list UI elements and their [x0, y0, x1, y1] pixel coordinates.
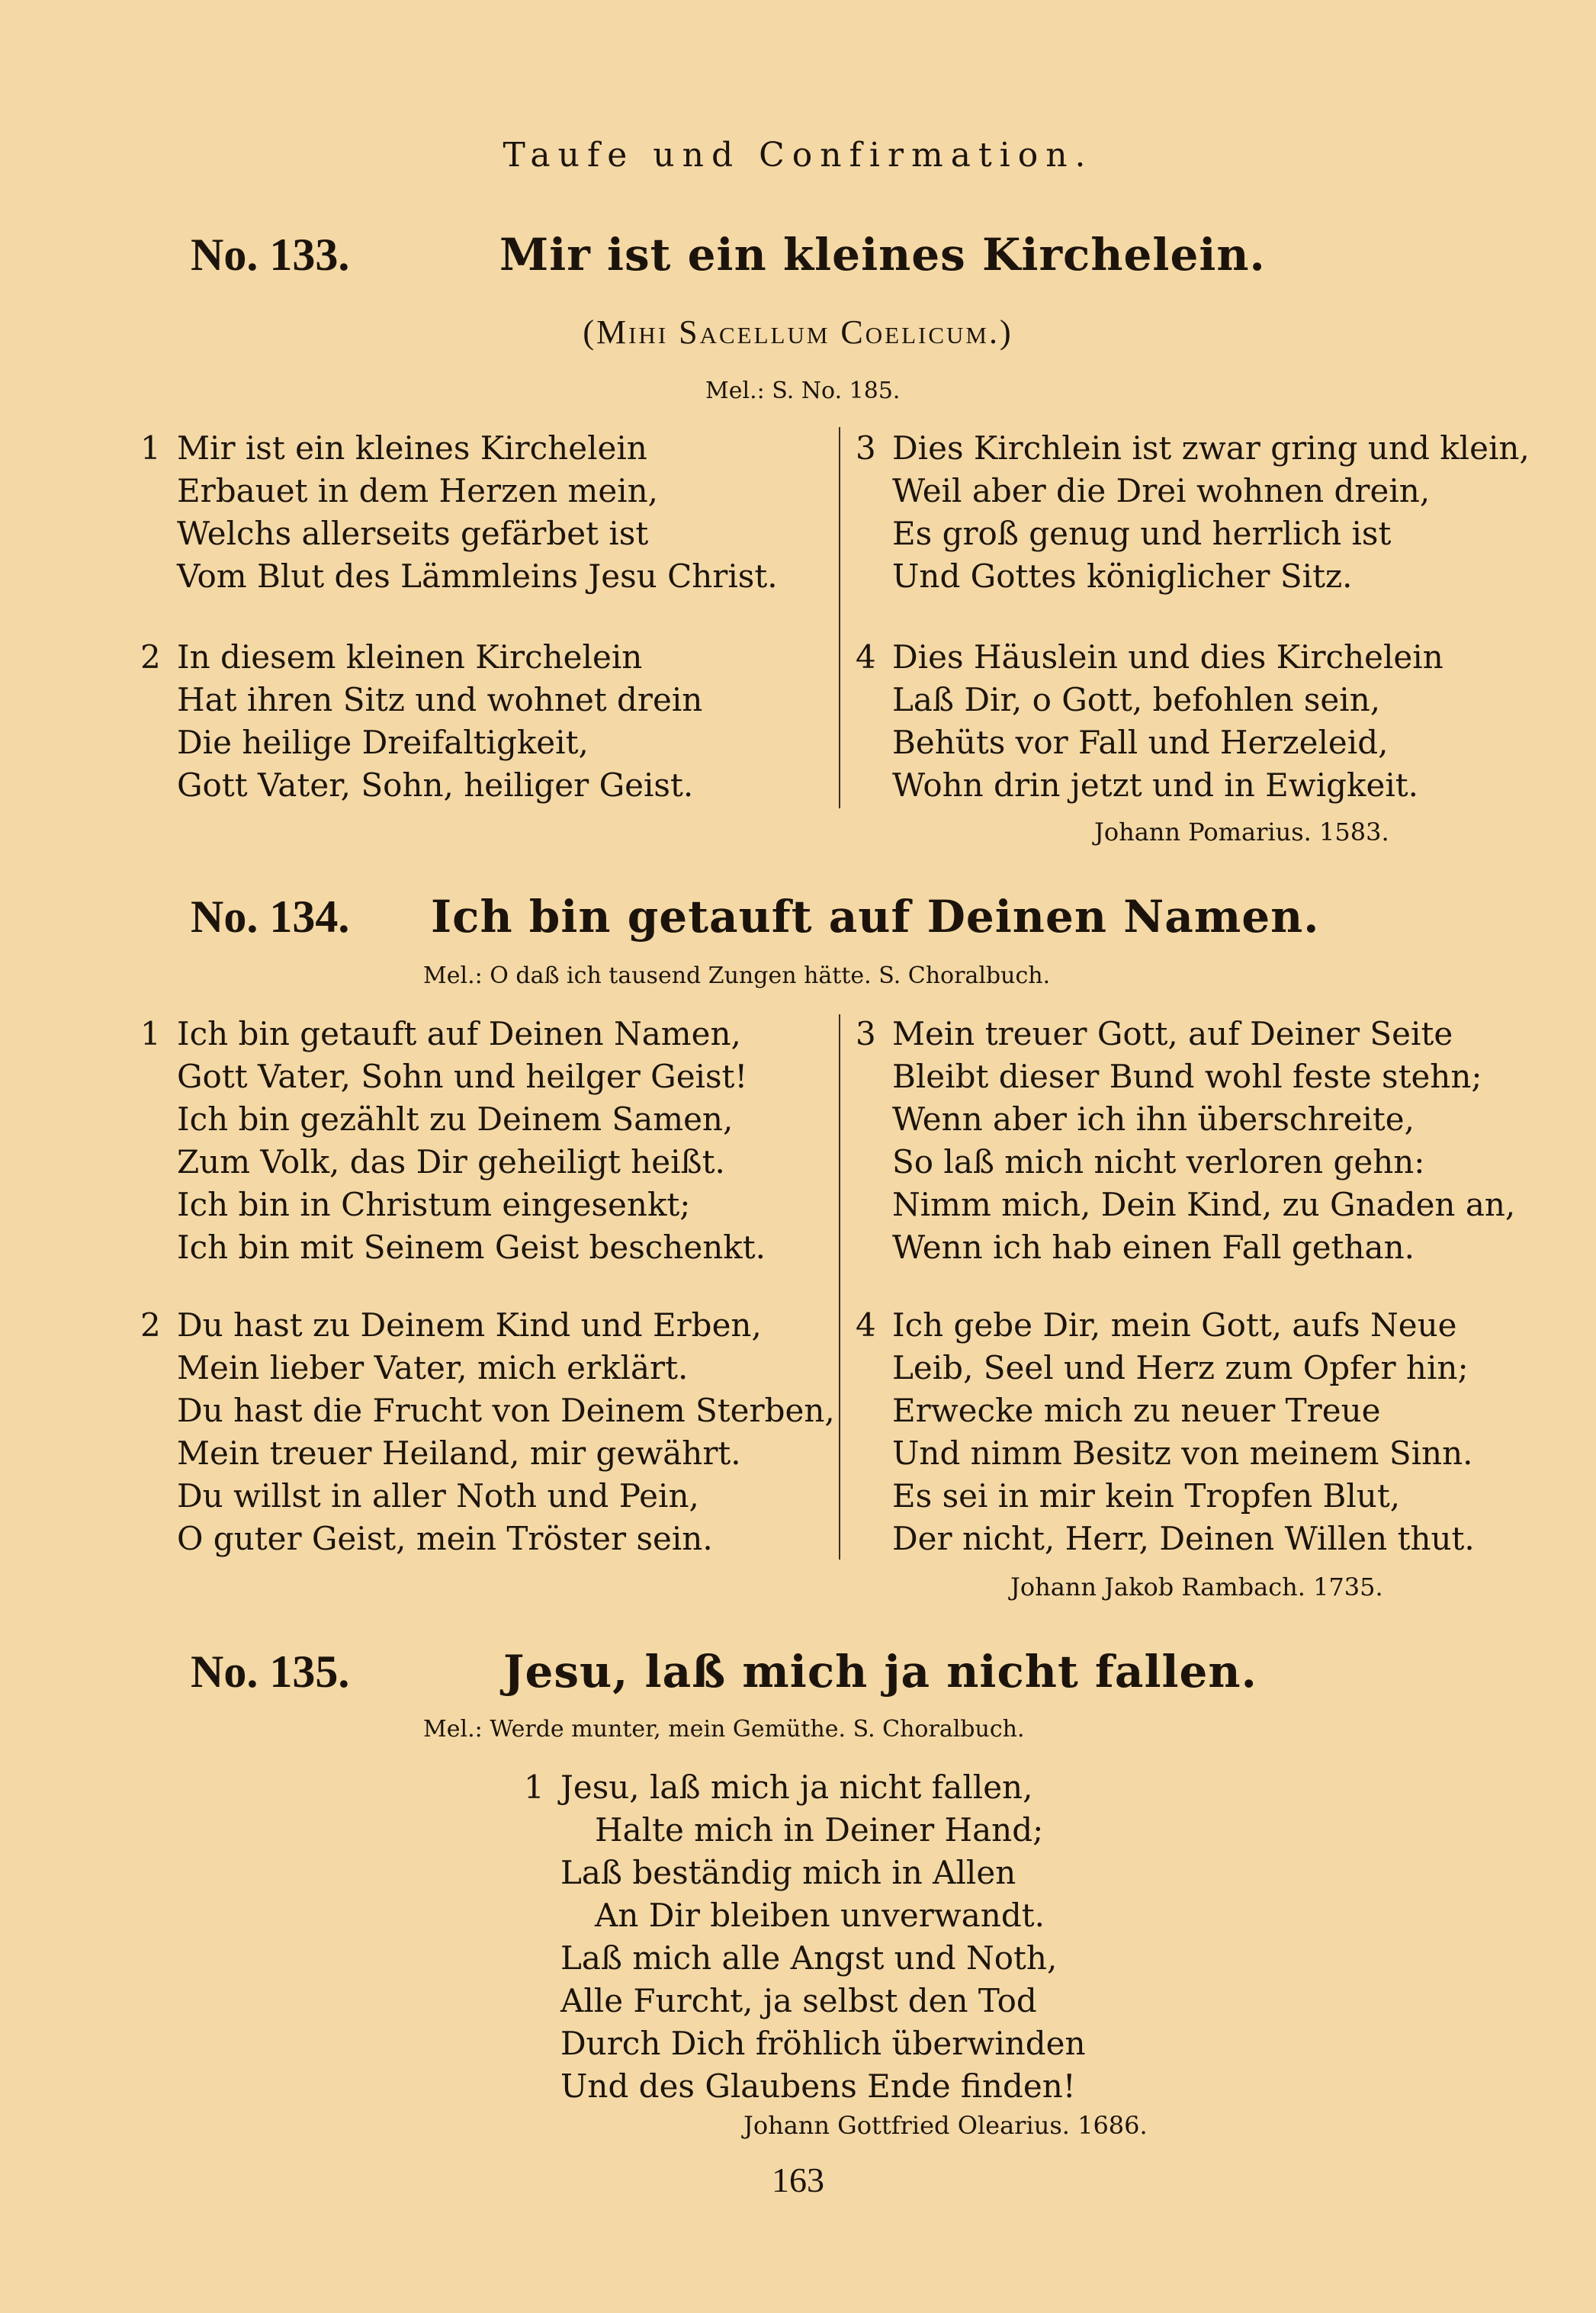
verse-number: 1 — [524, 1768, 544, 1806]
verse-line: Es groß genug und herrlich ist — [892, 515, 1392, 552]
verse-line: Zum Volk, das Dir geheiligt heißt. — [177, 1143, 725, 1181]
verse-line: Laß mich alle Angst und Noth, — [560, 1939, 1058, 1977]
verse-line: Mein treuer Heiland, mir gewährt. — [177, 1434, 741, 1472]
verse-line: Halte mich in Deiner Hand; — [595, 1811, 1044, 1849]
verse-line: In diesem kleinen Kirchelein — [177, 638, 643, 676]
verse-line: Welchs allerseits gefärbet ist — [177, 515, 649, 552]
verse-line: Durch Dich fröhlich überwinden — [560, 2025, 1086, 2062]
column-divider — [839, 427, 840, 808]
verse-line: Der nicht, Herr, Deinen Willen thut. — [892, 1520, 1475, 1557]
verse-line: Erbauet in dem Herzen mein, — [177, 472, 659, 509]
hymn-number: No. 135. — [191, 1646, 350, 1697]
verse-number: 4 — [856, 1306, 876, 1344]
verse-line: Die heilige Dreifaltigkeit, — [177, 724, 589, 761]
verse-line: Und nimm Besitz von meinem Sinn. — [892, 1434, 1473, 1472]
verse-number: 2 — [140, 1306, 161, 1344]
verse-line: Vom Blut des Lämmleins Jesu Christ. — [177, 557, 778, 595]
verse-line: Gott Vater, Sohn und heilger Geist! — [177, 1058, 748, 1095]
hymn-135-header — [0, 1646, 1596, 1707]
verse-135-1 — [524, 1766, 1086, 2108]
hymn-subtitle: (Mihi Sacellum Coelicum.) — [583, 313, 1013, 351]
verse-133-2 — [140, 636, 703, 807]
verse-line: Nimm mich, Dein Kind, zu Gnaden an, — [892, 1186, 1516, 1223]
hymn-title: Mir ist ein kleines Kirchelein. — [499, 229, 1266, 281]
verse-line: Und des Glaubens Ende finden! — [560, 2067, 1076, 2105]
page-number: 163 — [772, 2160, 824, 2199]
melody-reference: Mel.: S. No. 185. — [705, 377, 901, 404]
hymn-title: Jesu, laß mich ja nicht fallen. — [503, 1646, 1257, 1698]
verse-line: Erwecke mich zu neuer Treue — [892, 1392, 1381, 1429]
verse-line: Laß Dir, o Gott, befohlen sein, — [892, 681, 1381, 718]
hymn-134-header — [0, 891, 1596, 952]
hymn-title: Ich bin getauft auf Deinen Namen. — [431, 891, 1320, 943]
verse-line: Mein treuer Gott, auf Deiner Seite — [892, 1015, 1453, 1052]
column-divider — [839, 1014, 840, 1560]
verse-number: 3 — [856, 1015, 876, 1052]
verse-line: Es sei in mir kein Tropfen Blut, — [892, 1477, 1401, 1515]
verse-line: Bleibt dieser Bund wohl feste stehn; — [892, 1058, 1482, 1095]
verse-133-1 — [140, 427, 778, 598]
verse-line: Du hast zu Deinem Kind und Erben, — [177, 1306, 762, 1344]
verse-line: Alle Furcht, ja selbst den Tod — [560, 1982, 1037, 2019]
verse-134-2 — [140, 1304, 835, 1560]
verse-line: Mein lieber Vater, mich erklärt. — [177, 1349, 689, 1386]
verse-line: Hat ihren Sitz und wohnet drein — [177, 681, 703, 718]
verse-line: Wenn aber ich ihn überschreite, — [892, 1100, 1415, 1138]
verse-line: So laß mich nicht verloren gehn: — [892, 1143, 1425, 1181]
verse-line: Behüts vor Fall und Herzeleid, — [892, 724, 1389, 761]
hymn-author: Johann Gottfried Olearius. 1686. — [743, 2111, 1148, 2140]
verse-133-4 — [856, 636, 1443, 807]
verse-line: Du hast die Frucht von Deinem Sterben, — [177, 1392, 835, 1429]
verse-number: 1 — [140, 1015, 161, 1052]
verse-134-1 — [140, 1013, 766, 1269]
melody-reference: Mel.: Werde munter, mein Gemüthe. S. Choralbuch. — [423, 1716, 1025, 1743]
section-heading: Taufe und Confirmation. — [503, 136, 1093, 175]
verse-line: Weil aber die Drei wohnen drein, — [892, 472, 1431, 509]
verse-134-3 — [856, 1013, 1516, 1269]
verse-line: Jesu, laß mich ja nicht fallen, — [560, 1768, 1033, 1806]
verse-133-3 — [856, 427, 1530, 598]
verse-line: Ich bin getauft auf Deinen Namen, — [177, 1015, 741, 1052]
verse-line: Wohn drin jetzt und in Ewigkeit. — [892, 766, 1419, 804]
verse-number: 2 — [140, 638, 161, 676]
verse-line: Leib, Seel und Herz zum Opfer hin; — [892, 1349, 1469, 1386]
verse-line: Ich bin gezählt zu Deinem Samen, — [177, 1100, 734, 1138]
verse-line: An Dir bleiben unverwandt. — [595, 1897, 1045, 1934]
verse-number: 4 — [856, 638, 876, 676]
hymn-author: Johann Pomarius. 1583. — [1094, 818, 1389, 846]
verse-line: Ich gebe Dir, mein Gott, aufs Neue — [892, 1306, 1457, 1344]
verse-line: O guter Geist, mein Tröster sein. — [177, 1520, 713, 1557]
verse-line: Dies Kirchlein ist zwar gring und klein, — [892, 429, 1530, 467]
verse-number: 3 — [856, 429, 876, 467]
verse-line: Wenn ich hab einen Fall gethan. — [892, 1229, 1415, 1266]
verse-line: Ich bin in Christum eingesenkt; — [177, 1186, 691, 1223]
verse-line: Dies Häuslein und dies Kirchelein — [892, 638, 1443, 676]
verse-line: Laß beständig mich in Allen — [560, 1854, 1016, 1891]
hymn-number: No. 133. — [191, 230, 350, 280]
hymn-author: Johann Jakob Rambach. 1735. — [1010, 1573, 1383, 1601]
verse-line: Gott Vater, Sohn, heiliger Geist. — [177, 766, 694, 804]
verse-line: Du willst in aller Noth und Pein, — [177, 1477, 699, 1515]
hymn-133-header — [0, 229, 1596, 290]
verse-line: Ich bin mit Seinem Geist beschenkt. — [177, 1229, 766, 1266]
hymn-number: No. 134. — [191, 891, 350, 942]
verse-134-4 — [856, 1304, 1475, 1560]
verse-line: Und Gottes königlicher Sitz. — [892, 557, 1353, 595]
verse-number: 1 — [140, 429, 161, 467]
melody-reference: Mel.: O daß ich tausend Zungen hätte. S. Choralbuch. — [423, 962, 1051, 989]
verse-line: Mir ist ein kleines Kirchelein — [177, 429, 647, 467]
